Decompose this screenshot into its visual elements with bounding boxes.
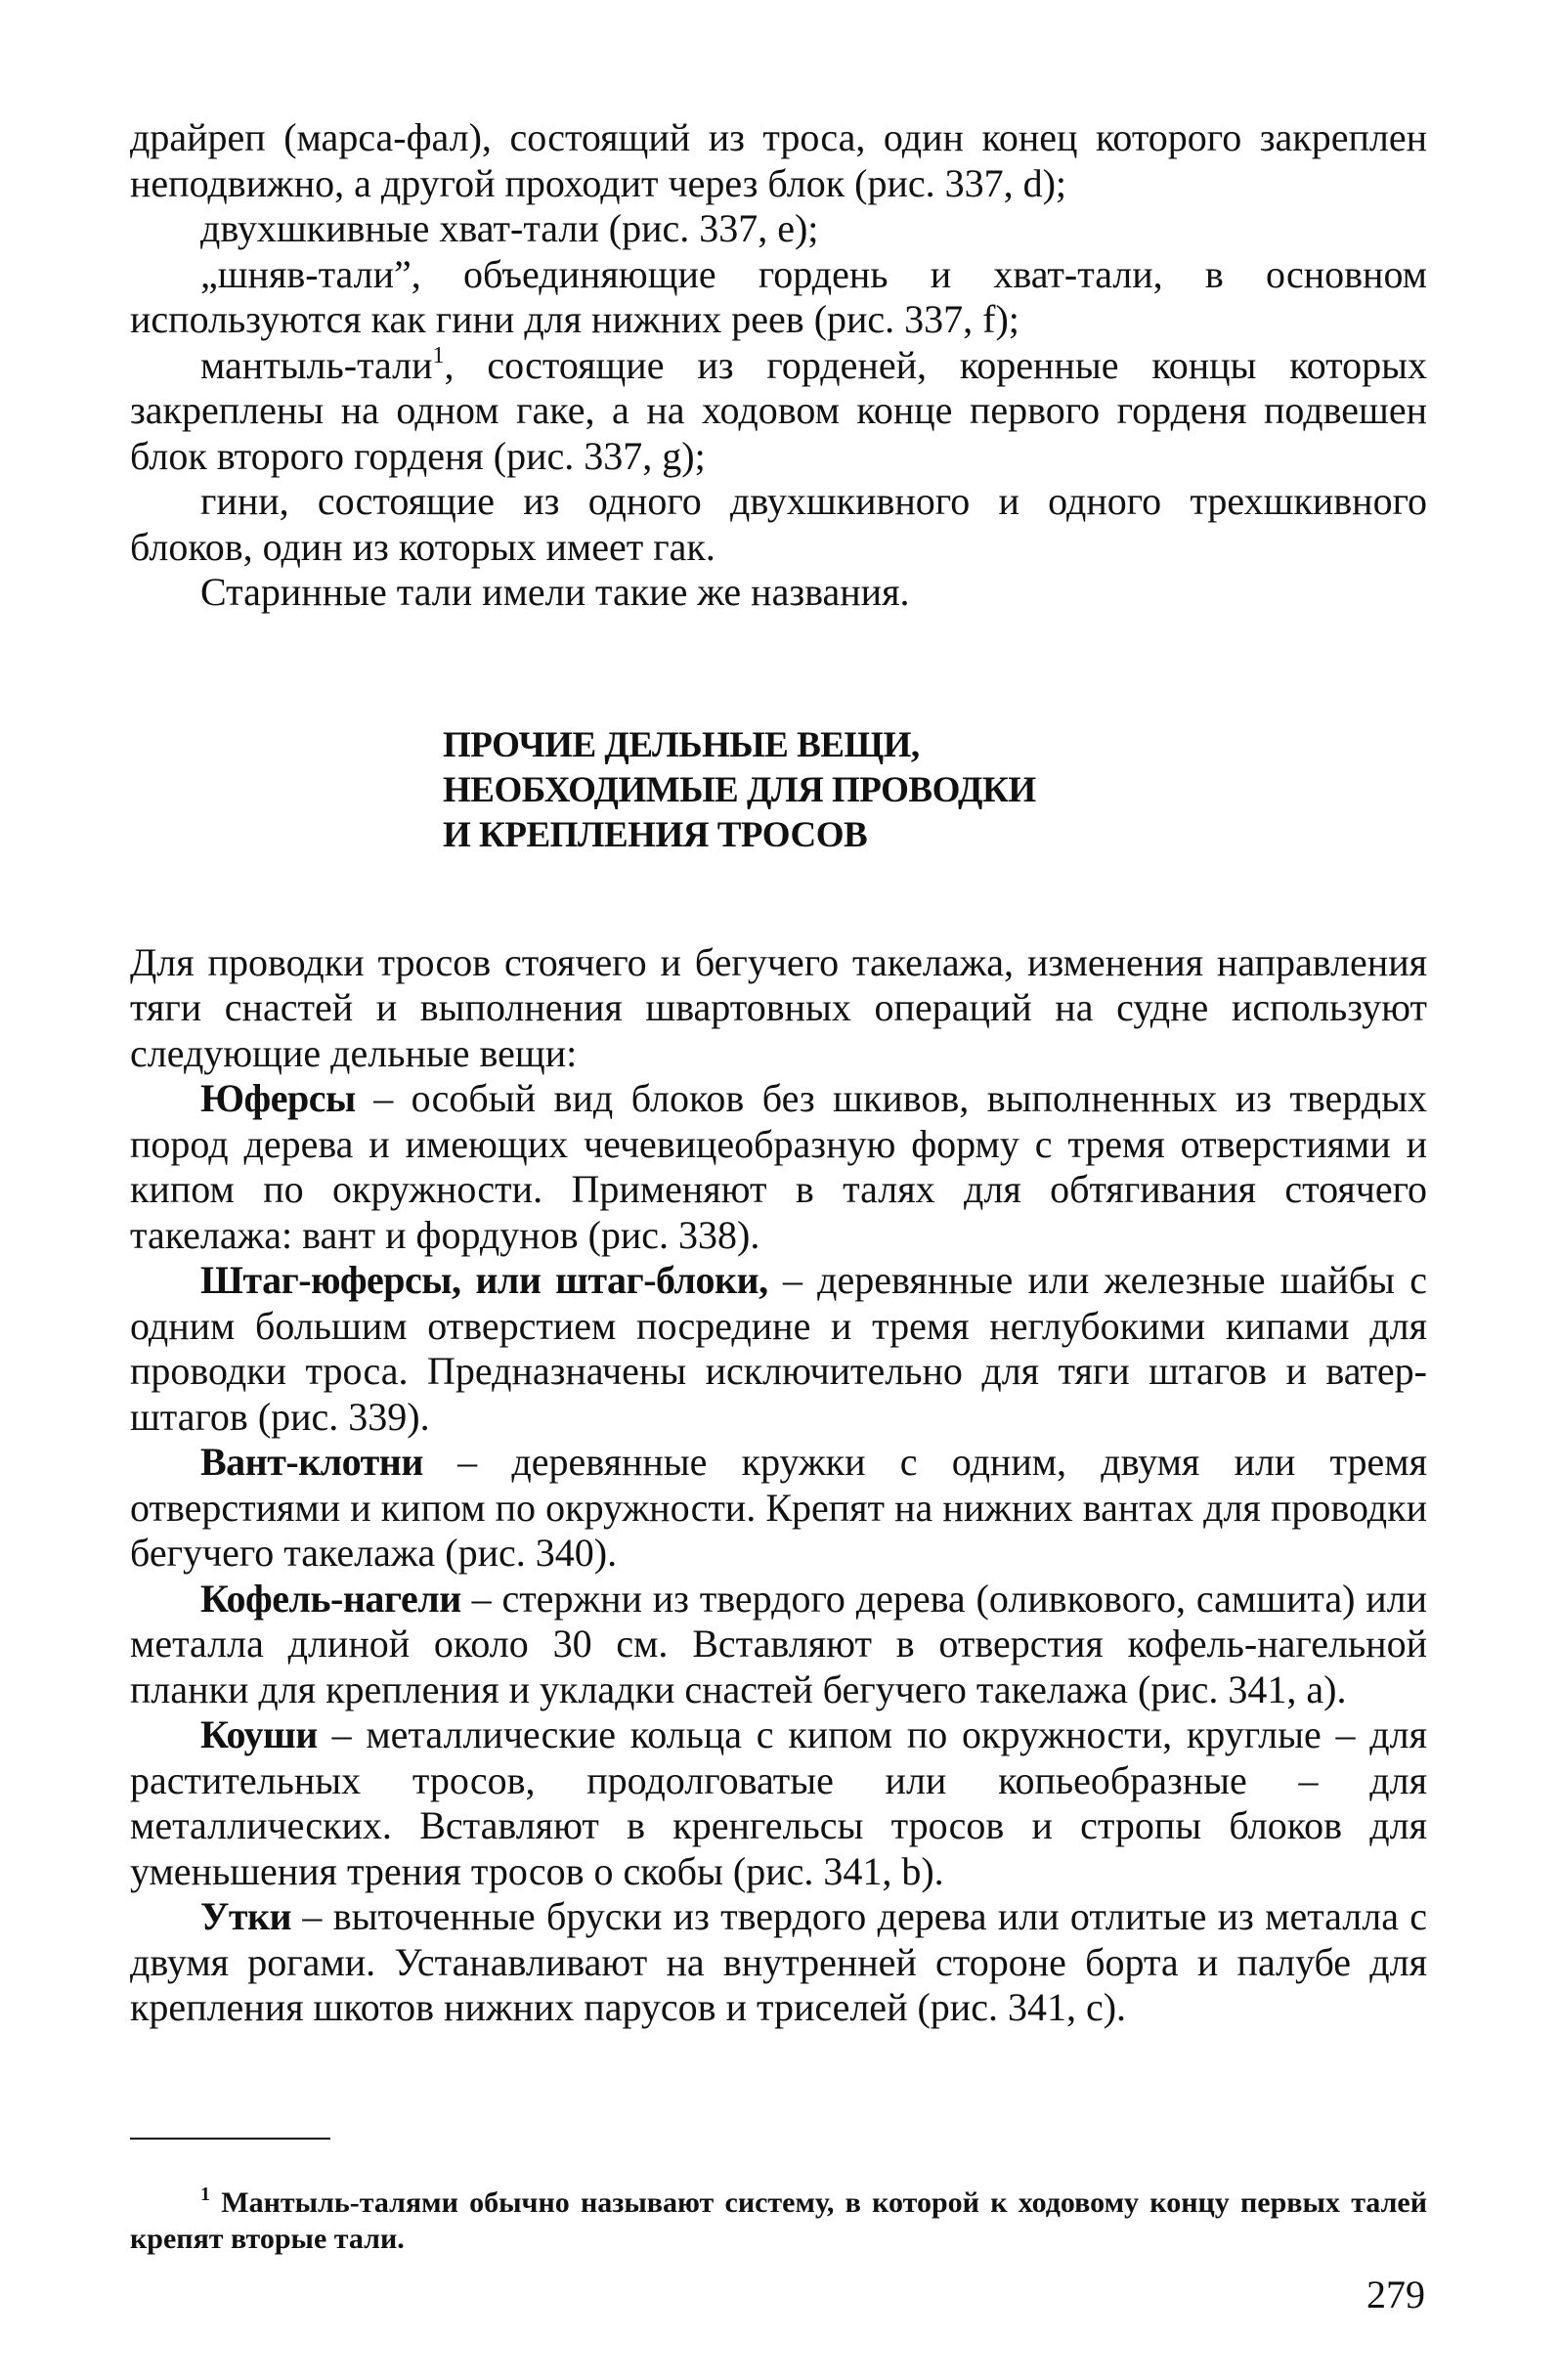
heading-line: НЕОБХОДИМЫЕ ДЛЯ ПРОВОДКИ: [443, 769, 1036, 810]
intro-paragraph: Для проводки тросов стоячего и бегучего такелажа, изменения направления тяги снастей и выполнения швартовных операций на судне используют следующие дельные вещи:: [130, 939, 1427, 1075]
entry-text: – особый вид блоков без шкивов, выполненных из твердых пород дерева и имеющих чечевицеобразную форму с тремя отверстиями и кипом по окружности. Применяют в талях для обтягивания стоячего такелажа: вант и фордунов (рис. 338).: [130, 1076, 1427, 1257]
paragraph-text: , состоящие из горденей, коренные концы которых закреплены на одном гаке, а на ходовом конце первого горденя подвешен блок второго горденя (рис. 337, g);: [130, 342, 1427, 478]
footnote: [130, 2185, 1427, 2257]
entry-term: Кофель-нагели: [200, 1576, 461, 1621]
entry-text: – металлические кольца с кипом по окружности, круглые – для растительных тросов, продолговатые или копьеобразные – для металлических. Вставляют в кренгельсы тросов и стропы блоков для уменьшения трения тросов о скобы (рис. 341, b).: [130, 1712, 1427, 1893]
paragraph-text: мантыль-тали: [200, 342, 433, 387]
footnote-divider: [130, 2138, 330, 2140]
entry-term: Коуши: [200, 1712, 318, 1756]
entry-text: – деревянные или железные шайбы с одним большим отверстием посредине и тремя неглубокими кипами для проводки троса. Предназначены исключительно для тяги штагов и ватер-штагов (рис. 339).: [130, 1258, 1427, 1439]
section-heading: [443, 723, 1427, 858]
heading-line: ПРОЧИЕ ДЕЛЬНЫЕ ВЕЩИ,: [443, 724, 920, 765]
entry-paragraph: [130, 1712, 1427, 1894]
page-body: [130, 115, 1427, 2031]
entry-term: Юферсы: [200, 1076, 356, 1120]
paragraph: гини, состоящие из одного двухшкивного и одного трехшкивного блоков, один из которых имеет гак.: [130, 479, 1427, 569]
entry-paragraph: [130, 1076, 1427, 1258]
heading-line: И КРЕПЛЕНИЯ ТРОСОВ: [443, 814, 868, 855]
entry-text: – выточенные бруски из твердого дерева или отлитые из металла с двумя рогами. Устанавливают на внутренней стороне борта и палубе для крепления шкотов нижних парусов и триселей (рис. 341, c).: [130, 1894, 1427, 2029]
footnote-reference[interactable]: 1: [432, 342, 445, 368]
entry-paragraph: [130, 1577, 1427, 1713]
entry-term: Утки: [200, 1894, 292, 1938]
entry-text: – стержни из твердого дерева (оливкового, самшита) или металла длиной около 30 см. Вставляют в отверстия кофель-нагельной планки для крепления и укладки снастей бегучего такелажа (рис. 341, a).: [130, 1576, 1427, 1711]
paragraph: „шняв-тали”, объединяющие гордень и хват-тали, в основном используются как гини для нижних реев (рис. 337, f);: [130, 251, 1427, 341]
paragraph: драйреп (марса-фал), состоящий из троса, один конец которого закреплен неподвижно, а другой проходит через блок (рис. 337, d);: [130, 115, 1427, 205]
paragraph: [130, 343, 1427, 480]
entry-term: Штаг-юферсы, или штаг-блоки,: [200, 1258, 768, 1302]
paragraph: Старинные тали имели такие же названия.: [200, 570, 910, 614]
entry-paragraph: [130, 1894, 1427, 2031]
entry-text: – деревянные кружки с одним, двумя или тремя отверстиями и кипом по окружности. Крепят на нижних вантах для проводки бегучего такелажа (рис. 340).: [130, 1440, 1427, 1575]
entry-paragraph: [130, 1258, 1427, 1440]
entry-paragraph: [130, 1440, 1427, 1577]
paragraph: двухшкивные хват-тали (рис. 337, e);: [200, 206, 819, 250]
footnote-marker: 1: [200, 2184, 210, 2205]
entry-term: Вант-клотни: [200, 1440, 423, 1484]
footnote-text: Мантыль-талями обычно называют систему, в которой к ходовому концу первых талей крепят вторые тали.: [130, 2186, 1427, 2255]
page-number: 279: [1366, 2272, 1425, 2316]
